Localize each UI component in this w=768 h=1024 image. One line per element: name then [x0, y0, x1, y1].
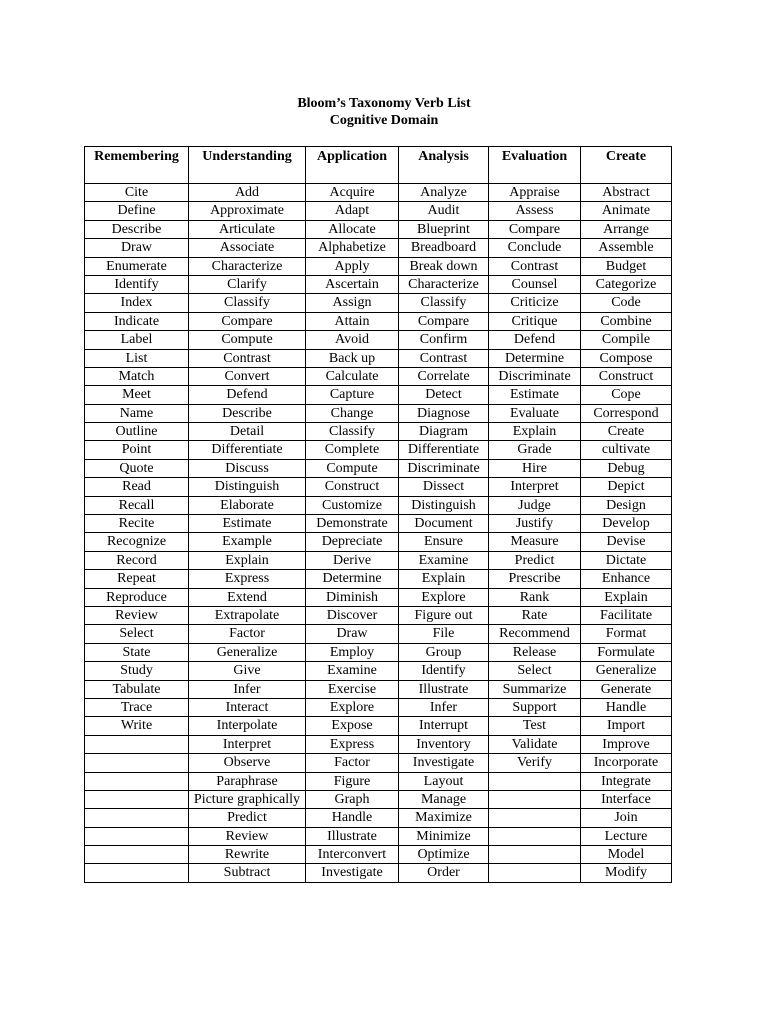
- table-cell: Discriminate: [399, 459, 489, 477]
- table-cell: cultivate: [581, 441, 672, 459]
- table-cell: Handle: [306, 809, 399, 827]
- table-cell: Lecture: [581, 827, 672, 845]
- table-cell: Layout: [399, 772, 489, 790]
- table-cell: Evaluate: [489, 404, 581, 422]
- table-row: [85, 643, 672, 661]
- table-cell: Defend: [489, 331, 581, 349]
- table-cell: Draw: [306, 625, 399, 643]
- table-cell: Avoid: [306, 331, 399, 349]
- table-cell: Breadboard: [399, 239, 489, 257]
- table-row: [85, 515, 672, 533]
- table-cell: Formulate: [581, 643, 672, 661]
- table-cell: Example: [189, 533, 306, 551]
- table-cell: Contrast: [489, 257, 581, 275]
- table-cell: Defend: [189, 386, 306, 404]
- table-cell: [85, 735, 189, 753]
- table-cell: Discriminate: [489, 367, 581, 385]
- table-row: [85, 717, 672, 735]
- table-header-row: [85, 147, 672, 184]
- table-cell: Explain: [399, 570, 489, 588]
- table-cell: Ascertain: [306, 275, 399, 293]
- table-cell: Allocate: [306, 220, 399, 238]
- table-cell: [85, 809, 189, 827]
- table-cell: Calculate: [306, 367, 399, 385]
- table-cell: Convert: [189, 367, 306, 385]
- table-cell: Identify: [399, 662, 489, 680]
- table-row: [85, 809, 672, 827]
- table-cell: Verify: [489, 754, 581, 772]
- table-row: [85, 496, 672, 514]
- table-cell: Select: [489, 662, 581, 680]
- table-cell: [85, 790, 189, 808]
- table-cell: Identify: [85, 275, 189, 293]
- table-cell: Validate: [489, 735, 581, 753]
- table-cell: Construct: [306, 478, 399, 496]
- table-cell: Dissect: [399, 478, 489, 496]
- table-cell: Distinguish: [399, 496, 489, 514]
- table-cell: Compare: [489, 220, 581, 238]
- table-cell: Outline: [85, 423, 189, 441]
- table-cell: Explore: [399, 588, 489, 606]
- table-cell: Diminish: [306, 588, 399, 606]
- table-row: [85, 735, 672, 753]
- table-cell: Alphabetize: [306, 239, 399, 257]
- table-cell: [85, 864, 189, 882]
- table-cell: Attain: [306, 312, 399, 330]
- table-cell: Approximate: [189, 202, 306, 220]
- table-cell: Arrange: [581, 220, 672, 238]
- table-cell: Join: [581, 809, 672, 827]
- table-cell: [85, 846, 189, 864]
- table-row: [85, 662, 672, 680]
- table-cell: Classify: [306, 423, 399, 441]
- table-cell: [489, 809, 581, 827]
- table-row: [85, 533, 672, 551]
- table-cell: Classify: [189, 294, 306, 312]
- table-cell: Depreciate: [306, 533, 399, 551]
- table-row: [85, 331, 672, 349]
- table-cell: [489, 772, 581, 790]
- table-cell: Assign: [306, 294, 399, 312]
- table-cell: Discover: [306, 606, 399, 624]
- table-cell: Explore: [306, 698, 399, 716]
- table-cell: Integrate: [581, 772, 672, 790]
- table-cell: Order: [399, 864, 489, 882]
- table-cell: Design: [581, 496, 672, 514]
- table-cell: Examine: [399, 551, 489, 569]
- table-row: [85, 184, 672, 202]
- table-cell: Apply: [306, 257, 399, 275]
- table-row: [85, 698, 672, 716]
- table-row: [85, 551, 672, 569]
- table-row: [85, 570, 672, 588]
- table-cell: Quote: [85, 459, 189, 477]
- table-cell: Appraise: [489, 184, 581, 202]
- table-cell: Enumerate: [85, 257, 189, 275]
- table-cell: Point: [85, 441, 189, 459]
- table-cell: Compare: [399, 312, 489, 330]
- table-cell: Factor: [306, 754, 399, 772]
- column-header: Create: [581, 147, 672, 184]
- table-cell: Picture graphically: [189, 790, 306, 808]
- table-cell: Investigate: [306, 864, 399, 882]
- table-cell: Extrapolate: [189, 606, 306, 624]
- table-cell: Characterize: [399, 275, 489, 293]
- table-row: [85, 606, 672, 624]
- table-cell: Enhance: [581, 570, 672, 588]
- table-cell: Assemble: [581, 239, 672, 257]
- table-cell: Create: [581, 423, 672, 441]
- table-cell: Adapt: [306, 202, 399, 220]
- table-cell: Infer: [189, 680, 306, 698]
- table-cell: Cite: [85, 184, 189, 202]
- table-cell: Interconvert: [306, 846, 399, 864]
- table-cell: Back up: [306, 349, 399, 367]
- table-cell: Summarize: [489, 680, 581, 698]
- table-cell: Factor: [189, 625, 306, 643]
- table-cell: Detect: [399, 386, 489, 404]
- table-cell: Optimize: [399, 846, 489, 864]
- table-cell: Distinguish: [189, 478, 306, 496]
- table-cell: Predict: [189, 809, 306, 827]
- table-cell: Classify: [399, 294, 489, 312]
- table-cell: Rewrite: [189, 846, 306, 864]
- table-cell: Devise: [581, 533, 672, 551]
- table-cell: Illustrate: [306, 827, 399, 845]
- table-cell: Match: [85, 367, 189, 385]
- table-row: [85, 404, 672, 422]
- table-cell: Interact: [189, 698, 306, 716]
- table-cell: Associate: [189, 239, 306, 257]
- table-cell: Capture: [306, 386, 399, 404]
- table-cell: Contrast: [189, 349, 306, 367]
- table-cell: Explain: [489, 423, 581, 441]
- table-cell: Confirm: [399, 331, 489, 349]
- table-cell: Justify: [489, 515, 581, 533]
- table-cell: [85, 827, 189, 845]
- table-cell: Characterize: [189, 257, 306, 275]
- table-cell: Document: [399, 515, 489, 533]
- table-cell: Compose: [581, 349, 672, 367]
- table-cell: Tabulate: [85, 680, 189, 698]
- table-cell: Determine: [306, 570, 399, 588]
- table-cell: Audit: [399, 202, 489, 220]
- table-cell: Diagram: [399, 423, 489, 441]
- table-cell: Derive: [306, 551, 399, 569]
- table-cell: Define: [85, 202, 189, 220]
- table-cell: Ensure: [399, 533, 489, 551]
- table-cell: Exercise: [306, 680, 399, 698]
- table-cell: File: [399, 625, 489, 643]
- table-cell: Format: [581, 625, 672, 643]
- table-cell: Study: [85, 662, 189, 680]
- table-cell: Label: [85, 331, 189, 349]
- table-cell: Give: [189, 662, 306, 680]
- table-cell: Compare: [189, 312, 306, 330]
- table-cell: [489, 846, 581, 864]
- table-cell: Hire: [489, 459, 581, 477]
- table-row: [85, 441, 672, 459]
- table-row: [85, 790, 672, 808]
- table-cell: Dictate: [581, 551, 672, 569]
- table-cell: Express: [306, 735, 399, 753]
- table-row: [85, 349, 672, 367]
- table-cell: Abstract: [581, 184, 672, 202]
- table-cell: Rate: [489, 606, 581, 624]
- table-cell: Illustrate: [399, 680, 489, 698]
- table-cell: Measure: [489, 533, 581, 551]
- table-cell: Meet: [85, 386, 189, 404]
- table-cell: Prescribe: [489, 570, 581, 588]
- verb-table: [84, 146, 672, 883]
- table-cell: Import: [581, 717, 672, 735]
- table-cell: [489, 864, 581, 882]
- table-cell: [489, 790, 581, 808]
- table-row: [85, 846, 672, 864]
- table-cell: Examine: [306, 662, 399, 680]
- table-cell: Elaborate: [189, 496, 306, 514]
- table-cell: Modify: [581, 864, 672, 882]
- table-cell: Explain: [189, 551, 306, 569]
- table-cell: Infer: [399, 698, 489, 716]
- table-cell: Estimate: [489, 386, 581, 404]
- table-cell: Customize: [306, 496, 399, 514]
- table-cell: Differentiate: [399, 441, 489, 459]
- document-title: Bloom’s Taxonomy Verb List: [297, 96, 471, 111]
- table-row: [85, 827, 672, 845]
- table-cell: Review: [189, 827, 306, 845]
- column-header: Application: [306, 147, 399, 184]
- table-cell: Contrast: [399, 349, 489, 367]
- table-cell: Incorporate: [581, 754, 672, 772]
- table-cell: Describe: [189, 404, 306, 422]
- table-row: [85, 220, 672, 238]
- table-row: [85, 772, 672, 790]
- table-cell: Select: [85, 625, 189, 643]
- table-cell: Categorize: [581, 275, 672, 293]
- table-cell: Debug: [581, 459, 672, 477]
- table-cell: Differentiate: [189, 441, 306, 459]
- table-cell: Grade: [489, 441, 581, 459]
- table-cell: Diagnose: [399, 404, 489, 422]
- table-cell: State: [85, 643, 189, 661]
- table-cell: Test: [489, 717, 581, 735]
- table-cell: Improve: [581, 735, 672, 753]
- title-block: [0, 95, 768, 129]
- table-cell: Write: [85, 717, 189, 735]
- table-cell: Maximize: [399, 809, 489, 827]
- table-cell: [85, 754, 189, 772]
- table-cell: List: [85, 349, 189, 367]
- table-cell: [85, 772, 189, 790]
- table-cell: Analyze: [399, 184, 489, 202]
- table-row: [85, 202, 672, 220]
- table-cell: Interpolate: [189, 717, 306, 735]
- table-cell: Change: [306, 404, 399, 422]
- table-cell: Minimize: [399, 827, 489, 845]
- table-cell: Break down: [399, 257, 489, 275]
- table-cell: Compute: [306, 459, 399, 477]
- table-cell: Detail: [189, 423, 306, 441]
- table-row: [85, 478, 672, 496]
- table-cell: Cope: [581, 386, 672, 404]
- table-cell: Judge: [489, 496, 581, 514]
- table-cell: Indicate: [85, 312, 189, 330]
- table-body: [85, 184, 672, 883]
- table-cell: Counsel: [489, 275, 581, 293]
- table-cell: Budget: [581, 257, 672, 275]
- table-cell: Trace: [85, 698, 189, 716]
- table-cell: Handle: [581, 698, 672, 716]
- table-cell: Release: [489, 643, 581, 661]
- table-cell: Draw: [85, 239, 189, 257]
- table-cell: Observe: [189, 754, 306, 772]
- table-cell: Review: [85, 606, 189, 624]
- table-row: [85, 754, 672, 772]
- table-cell: Read: [85, 478, 189, 496]
- table-cell: Estimate: [189, 515, 306, 533]
- table-cell: Name: [85, 404, 189, 422]
- table-cell: Animate: [581, 202, 672, 220]
- table-cell: Employ: [306, 643, 399, 661]
- table-cell: Model: [581, 846, 672, 864]
- table-cell: Figure: [306, 772, 399, 790]
- table-cell: Code: [581, 294, 672, 312]
- table-cell: Generalize: [189, 643, 306, 661]
- table-cell: Correspond: [581, 404, 672, 422]
- table-cell: Recite: [85, 515, 189, 533]
- table-cell: Interface: [581, 790, 672, 808]
- table-cell: Inventory: [399, 735, 489, 753]
- table-row: [85, 367, 672, 385]
- table-cell: Demonstrate: [306, 515, 399, 533]
- table-cell: [489, 827, 581, 845]
- table-row: [85, 257, 672, 275]
- table-cell: Conclude: [489, 239, 581, 257]
- table-cell: Recommend: [489, 625, 581, 643]
- table-cell: Add: [189, 184, 306, 202]
- table-row: [85, 275, 672, 293]
- table-cell: Combine: [581, 312, 672, 330]
- table-row: [85, 423, 672, 441]
- table-cell: Graph: [306, 790, 399, 808]
- table-cell: Support: [489, 698, 581, 716]
- table-cell: Figure out: [399, 606, 489, 624]
- table-cell: Rank: [489, 588, 581, 606]
- table-row: [85, 625, 672, 643]
- table-cell: Develop: [581, 515, 672, 533]
- table-row: [85, 312, 672, 330]
- table-cell: Repeat: [85, 570, 189, 588]
- column-header: Remembering: [85, 147, 189, 184]
- table-cell: Determine: [489, 349, 581, 367]
- column-header: Evaluation: [489, 147, 581, 184]
- table-cell: Criticize: [489, 294, 581, 312]
- table-cell: Generate: [581, 680, 672, 698]
- table-cell: Expose: [306, 717, 399, 735]
- table-cell: Depict: [581, 478, 672, 496]
- table-cell: Discuss: [189, 459, 306, 477]
- table-cell: Investigate: [399, 754, 489, 772]
- table-cell: Generalize: [581, 662, 672, 680]
- table-cell: Acquire: [306, 184, 399, 202]
- table-cell: Critique: [489, 312, 581, 330]
- table-cell: Explain: [581, 588, 672, 606]
- table-row: [85, 239, 672, 257]
- table-cell: Subtract: [189, 864, 306, 882]
- table-cell: Clarify: [189, 275, 306, 293]
- table-cell: Describe: [85, 220, 189, 238]
- table-cell: Assess: [489, 202, 581, 220]
- table-cell: Construct: [581, 367, 672, 385]
- table-cell: Recall: [85, 496, 189, 514]
- table-cell: Blueprint: [399, 220, 489, 238]
- table-cell: Complete: [306, 441, 399, 459]
- table-cell: Interrupt: [399, 717, 489, 735]
- table-cell: Interpret: [189, 735, 306, 753]
- table-cell: Predict: [489, 551, 581, 569]
- table-cell: Correlate: [399, 367, 489, 385]
- table-cell: Interpret: [489, 478, 581, 496]
- table-row: [85, 386, 672, 404]
- table-cell: Group: [399, 643, 489, 661]
- table-row: [85, 294, 672, 312]
- table-cell: Reproduce: [85, 588, 189, 606]
- table-cell: Index: [85, 294, 189, 312]
- table-cell: Facilitate: [581, 606, 672, 624]
- table-cell: Manage: [399, 790, 489, 808]
- table-cell: Express: [189, 570, 306, 588]
- column-header: Analysis: [399, 147, 489, 184]
- table-cell: Record: [85, 551, 189, 569]
- table-row: [85, 864, 672, 882]
- document-subtitle: Cognitive Domain: [329, 113, 439, 128]
- table-row: [85, 588, 672, 606]
- table-row: [85, 459, 672, 477]
- table-cell: Articulate: [189, 220, 306, 238]
- table-cell: Paraphrase: [189, 772, 306, 790]
- table-cell: Extend: [189, 588, 306, 606]
- table-cell: Compile: [581, 331, 672, 349]
- table-row: [85, 680, 672, 698]
- table-cell: Recognize: [85, 533, 189, 551]
- column-header: Understanding: [189, 147, 306, 184]
- table-cell: Compute: [189, 331, 306, 349]
